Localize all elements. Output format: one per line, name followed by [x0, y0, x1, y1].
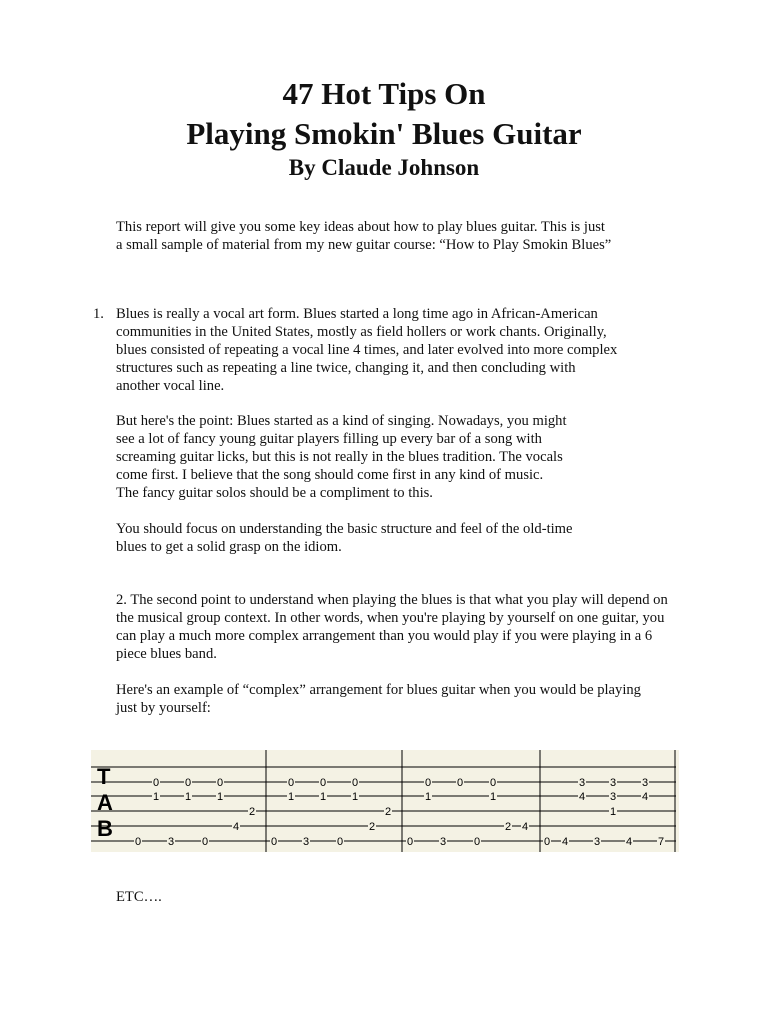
tab-fret-number: 0 [424, 777, 432, 789]
tab-fret-number: 0 [351, 777, 359, 789]
tab-fret-number: 2 [504, 821, 512, 833]
tip2-paragraph-2: Here's an example of “complex” arrangement for blues guitar when you would be playing just by yourself: [116, 682, 641, 716]
tab-fret-number: 1 [351, 791, 359, 803]
tip2-paragraph-1: 2. The second point to understand when playing the blues is that what you play will depend on the musical group context. In other words, when you're playing by yourself on one guitar, you can play a much more complex arrangement than you would play if you were playing in a 6 piece blues band. [116, 592, 668, 662]
tab-label-t: T [97, 764, 111, 789]
tab-fret-number: 3 [167, 836, 175, 848]
document-title: 47 Hot Tips On [282, 76, 486, 111]
tablature-staff [91, 750, 679, 852]
tab-fret-number: 1 [319, 791, 327, 803]
tab-fret-number: 4 [578, 791, 586, 803]
tab-fret-number: 4 [625, 836, 633, 848]
tab-fret-number: 4 [641, 791, 649, 803]
intro-paragraph: This report will give you some key ideas about how to play blues guitar. This is just a small sample of material from my new guitar course: “How to Play Smokin Blues” [116, 219, 612, 253]
tab-fret-number: 0 [406, 836, 414, 848]
tab-fret-number: 3 [302, 836, 310, 848]
tab-fret-number: 0 [216, 777, 224, 789]
tab-fret-number: 7 [657, 836, 665, 848]
list-number-1: 1. [93, 306, 104, 322]
tab-fret-number: 0 [319, 777, 327, 789]
tab-fret-number: 3 [641, 777, 649, 789]
tip1-paragraph-1: Blues is really a vocal art form. Blues started a long time ago in African-American communities in the United States, mostly as field hollers or work chants. Originally, blues consisted of repeating a vocal line 4 times, and later evolved into more complex structures such as repeating a line twice, changing it, and then concluding with another vocal line. [116, 306, 618, 394]
tip1-paragraph-2: But here's the point: Blues started as a kind of singing. Nowadays, you might see a lot of fancy young guitar players filling up every bar of a song with screaming guitar licks, but this is not really in the blues tradition. The vocals come first. I believe that the song should come first in any kind of music. The fancy guitar solos should be a compliment to this. [116, 413, 567, 501]
tab-fret-number: 0 [152, 777, 160, 789]
tab-fret-number: 4 [232, 821, 240, 833]
tab-fret-number: 2 [368, 821, 376, 833]
tab-fret-number: 0 [489, 777, 497, 789]
tab-fret-number: 0 [184, 777, 192, 789]
tab-fret-number: 0 [473, 836, 481, 848]
tab-fret-number: 4 [561, 836, 569, 848]
tab-fret-number: 3 [609, 791, 617, 803]
tab-fret-number: 1 [287, 791, 295, 803]
guitar-tablature [91, 750, 679, 852]
tab-fret-number: 3 [439, 836, 447, 848]
tab-fret-number: 1 [184, 791, 192, 803]
tab-fret-number: 2 [384, 806, 392, 818]
tab-fret-number: 3 [593, 836, 601, 848]
document-subtitle: Playing Smokin' Blues Guitar [186, 116, 582, 151]
author-byline: By Claude Johnson [288, 155, 480, 180]
tab-label-b: B [97, 816, 113, 841]
tab-fret-number: 0 [543, 836, 551, 848]
tab-fret-number: 3 [578, 777, 586, 789]
tab-fret-number: 2 [248, 806, 256, 818]
tip1-paragraph-3: You should focus on understanding the basic structure and feel of the old-time blues to get a solid grasp on the idiom. [116, 521, 573, 555]
tab-fret-number: 0 [456, 777, 464, 789]
tab-fret-number: 0 [287, 777, 295, 789]
tab-fret-number: 1 [489, 791, 497, 803]
tab-fret-number: 0 [336, 836, 344, 848]
tab-fret-number: 1 [424, 791, 432, 803]
tab-fret-number: 1 [152, 791, 160, 803]
tab-fret-number: 1 [609, 806, 617, 818]
tab-fret-number: 1 [216, 791, 224, 803]
tab-fret-number: 0 [134, 836, 142, 848]
tab-fret-number: 0 [270, 836, 278, 848]
tab-fret-number: 4 [521, 821, 529, 833]
tab-label-a: A [97, 790, 113, 815]
tab-fret-number: 3 [609, 777, 617, 789]
closing-text: ETC…. [116, 889, 162, 905]
tab-fret-number: 0 [201, 836, 209, 848]
